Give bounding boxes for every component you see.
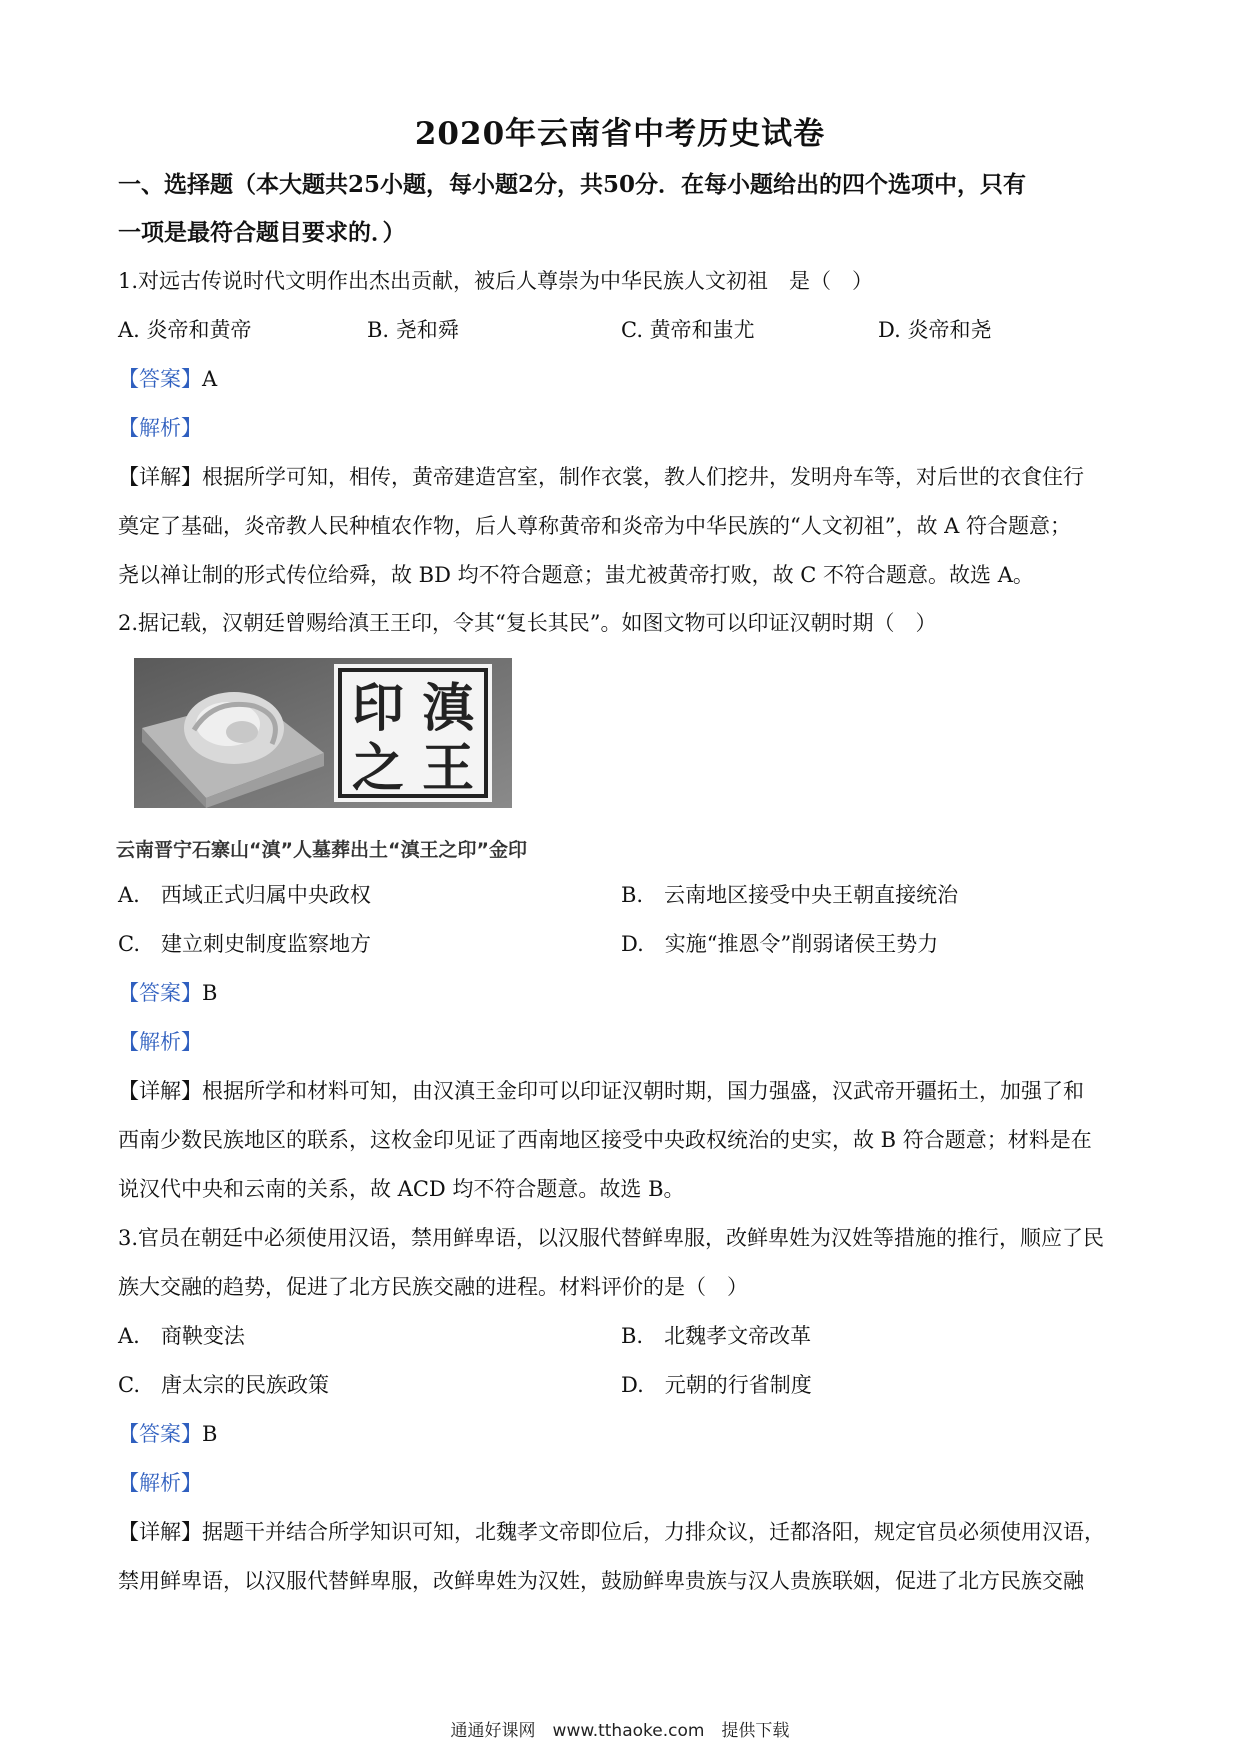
- seal-photo: [134, 658, 512, 808]
- q3-option-a: A. 商鞅变法: [118, 1324, 245, 1348]
- q3-analysis-tag: 【解析】: [118, 1471, 202, 1495]
- q2-option-a: A. 西域正式归属中央政权: [118, 883, 371, 907]
- seal-character-4: 王: [421, 738, 475, 799]
- detail-tag: 【详解】: [118, 465, 202, 489]
- q1-detail-line-3: 尧以禅让制的形式传位给舜，故 BD 均不符合题意；蚩尤被黄帝打败，故 C 不符合题意。故选 A。: [118, 563, 1034, 587]
- q3-stem-line-1: 3.官员在朝廷中必须使用汉语，禁用鲜卑语，以汉服代替鲜卑服，改鲜卑姓为汉姓等措施的推行，顺应了民: [118, 1226, 1105, 1250]
- q1-option-d: D. 炎帝和尧: [878, 318, 992, 342]
- q2-option-d: D. 实施“推恩令”削弱诸侯王势力: [621, 932, 939, 956]
- answer-value: A: [202, 367, 218, 391]
- detail-text: 根据所学和材料可知，由汉滇王金印可以印证汉朝时期，国力强盛，汉武帝开疆拓土，加强了和: [202, 1079, 1084, 1103]
- answer-tag: 【答案】: [118, 981, 202, 1005]
- section-heading-line-2: 一项是最符合题目要求的．）: [118, 219, 406, 246]
- q1-option-a: A. 炎帝和黄帝: [118, 318, 252, 342]
- seal-character-3: 之: [351, 738, 405, 799]
- q2-answer: [118, 976, 1138, 1010]
- q2-option-c: C. 建立刺史制度监察地方: [118, 932, 371, 956]
- page-footer: 通通好课网 www.tthaoke.com 提供下载: [450, 1721, 790, 1741]
- answer-value: B: [202, 1422, 218, 1446]
- q2-detail-line-1: [118, 1074, 1138, 1108]
- answer-tag: 【答案】: [118, 1422, 202, 1446]
- q3-stem-line-2: 族大交融的趋势，促进了北方民族交融的进程。材料评价的是（ ）: [118, 1275, 748, 1299]
- q1-stem: 1.对远古传说时代文明作出杰出贡献，被后人尊崇为中华民族人文初祖 是（ ）: [118, 269, 874, 293]
- seal-character-2: 滇: [421, 678, 475, 739]
- q3-detail-line-2: 禁用鲜卑语，以汉服代替鲜卑服，改鲜卑姓为汉姓，鼓励鲜卑贵族与汉人贵族联姻，促进了北方民族交融: [118, 1569, 1084, 1593]
- detail-text: 据题干并结合所学知识可知，北魏孝文帝即位后，力排众议，迁都洛阳，规定官员必须使用汉语，: [202, 1520, 1105, 1544]
- q2-stem: 2.据记载，汉朝廷曾赐给滇王王印，令其“复长其民”。如图文物可以印证汉朝时期（ ）: [118, 611, 937, 635]
- q3-option-c: C. 唐太宗的民族政策: [118, 1373, 329, 1397]
- q2-detail-line-2: 西南少数民族地区的联系，这枚金印见证了西南地区接受中央政权统治的史实，故 B 符合题意；材料是在: [118, 1128, 1092, 1152]
- seal-illustration: [134, 658, 512, 808]
- q3-option-d: D. 元朝的行省制度: [621, 1373, 812, 1397]
- detail-tag: 【详解】: [118, 1079, 202, 1103]
- answer-tag: 【答案】: [118, 367, 202, 391]
- detail-tag: 【详解】: [118, 1520, 202, 1544]
- page-title: 2020年云南省中考历史试卷: [414, 116, 826, 152]
- q2-image-caption: 云南晋宁石寨山“滇”人墓葬出土“滇王之印”金印: [116, 839, 527, 861]
- section-heading-line-1: 一、选择题（本大题共25小题，每小题2分，共50分．在每小题给出的四个选项中，只有: [118, 171, 1027, 198]
- q2-option-b: B. 云南地区接受中央王朝直接统治: [621, 883, 959, 907]
- q3-answer: [118, 1417, 1138, 1451]
- q3-option-b: B. 北魏孝文帝改革: [621, 1324, 812, 1348]
- q1-option-b: B. 尧和舜: [367, 318, 459, 342]
- q3-detail-line-1: [118, 1515, 1138, 1549]
- q1-answer: [118, 362, 1138, 396]
- answer-value: B: [202, 981, 218, 1005]
- q2-detail-line-3: 说汉代中央和云南的关系，故 ACD 均不符合题意。故选 B。: [118, 1177, 685, 1201]
- q2-analysis-tag: 【解析】: [118, 1030, 202, 1054]
- q1-analysis-tag: 【解析】: [118, 416, 202, 440]
- seal-character-1: 印: [351, 678, 405, 739]
- detail-text: 根据所学可知，相传，黄帝建造宫室，制作衣裳，教人们挖井，发明舟车等，对后世的衣食住行: [202, 465, 1084, 489]
- q1-detail-line-2: 奠定了基础，炎帝教人民种植农作物，后人尊称黄帝和炎帝为中华民族的“人文初祖”，故 A 符合题意；: [118, 514, 1071, 538]
- q1-detail-line-1: [118, 460, 1138, 494]
- q1-option-c: C. 黄帝和蚩尤: [621, 318, 755, 342]
